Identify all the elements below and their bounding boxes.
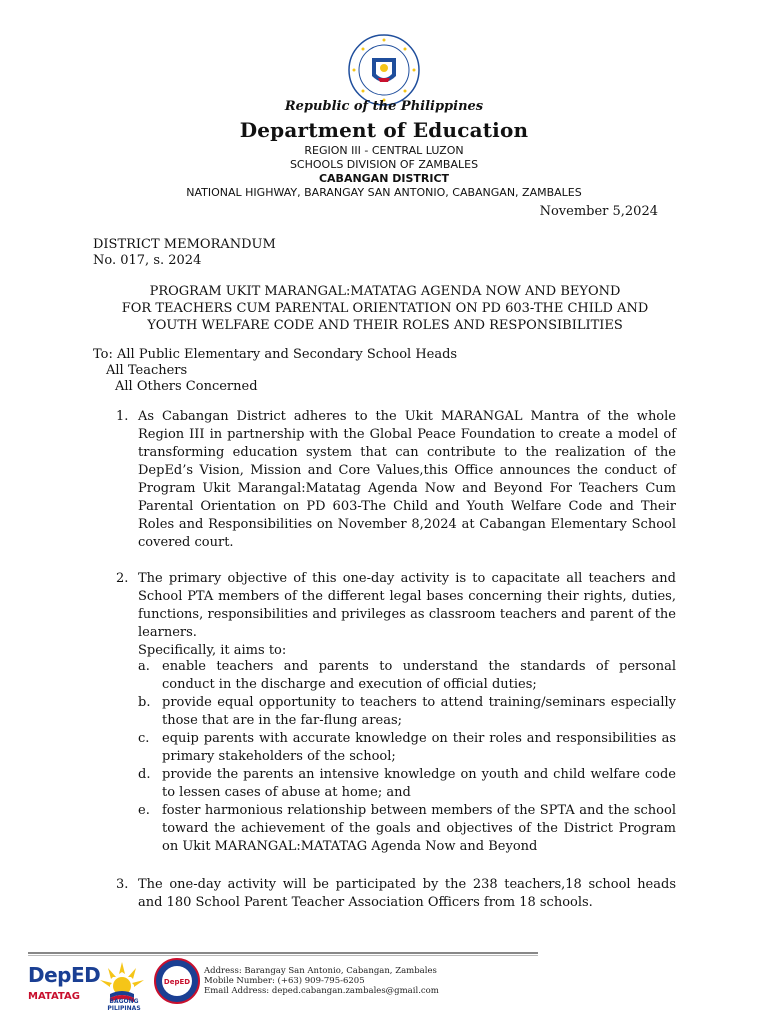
memo-number: No. 017, s. 2024 — [93, 253, 202, 268]
region-line: REGION III - CENTRAL LUZON — [304, 144, 464, 157]
footer-contact-info — [204, 966, 439, 996]
footer-divider — [28, 955, 538, 956]
paragraph-text: As Cabangan District adheres to the Ukit MARANGAL Mantra of the whole Region III in partnership with the Global Peace Foundation to create a model of transforming education system that can contribute to the realization of the DepEd’s Vision, Mission and Core Values,this Office announces the conduct of Program Ukit Marangal:Matatag Agenda Now and Beyond For Teachers Cum Parental Orientation on PD 603-The Child and Youth Welfare Code and Their Roles and Responsibilities on November 8,2024 at Cabangan Elementary School covered court. — [138, 409, 676, 550]
republic-heading: Republic of the Philippines — [284, 99, 484, 114]
district-seal-text: DepED — [163, 978, 191, 986]
list-item — [138, 766, 676, 802]
department-heading: Department of Education — [239, 118, 529, 142]
list-item-letter: a. — [138, 659, 150, 674]
memo-title — [100, 283, 670, 334]
footer-mobile: Mobile Number: (+63) 909-795-6205 — [204, 976, 365, 986]
deped-seal-logo — [348, 34, 420, 106]
list-item-letter: e. — [138, 803, 150, 818]
paragraph-text: The primary objective of this one-day activity is to capacitate all teachers and School PTA members of the different legal bases concerning their rights, duties, functions, responsibilities and privileges as classroom teachers and parent of the learners. — [138, 571, 676, 640]
footer-email: Email Address: deped.cabangan.zambales@gmail.com — [204, 986, 439, 996]
list-item-text: provide the parents an intensive knowledge on youth and child welfare code to lessen cases of abuse at home; and — [162, 767, 676, 800]
paragraph-number: 3. — [116, 877, 129, 892]
list-item-letter: c. — [138, 731, 150, 746]
paragraph-1 — [116, 408, 676, 552]
recipients-line: All Others Concerned — [115, 379, 258, 394]
district-seal-logo — [154, 958, 200, 1004]
paragraph-lead: Specifically, it aims to: — [138, 643, 287, 658]
paragraph-text: The one-day activity will be participated by the 238 teachers,18 school heads and 180 School Parent Teacher Association Officers from 18 schools. — [138, 877, 676, 910]
recipients-line: All Teachers — [106, 363, 188, 378]
list-item — [138, 694, 676, 730]
deped-wordmark: DepED — [28, 963, 101, 987]
list-item — [138, 658, 676, 694]
aims-list — [138, 658, 676, 856]
list-item-letter: b. — [138, 695, 151, 710]
list-item-text: provide equal opportunity to teachers to attend training/seminars especially those that are in the far-flung areas; — [162, 695, 676, 728]
recipients-line: To: All Public Elementary and Secondary School Heads — [93, 347, 458, 362]
matatag-wordmark: MATATAG — [28, 991, 80, 1002]
memo-date: November 5,2024 — [539, 204, 658, 219]
footer-address: Address: Barangay San Antonio, Cabangan, Zambales — [204, 966, 437, 976]
paragraph-number: 1. — [116, 409, 129, 424]
list-item-text: foster harmonious relationship between members of the SPTA and the school toward the achievement of the goals and objectives of the District Program on Ukit MARANGAL:MATATAG Agenda Now and Beyond — [162, 803, 676, 854]
memo-title-line: YOUTH WELFARE CODE AND THEIR ROLES AND RESPONSIBILITIES — [147, 318, 623, 333]
memo-type: DISTRICT MEMORANDUM — [93, 237, 276, 252]
footer-divider — [28, 952, 538, 954]
paragraph-number: 2. — [116, 571, 129, 586]
paragraph-3 — [116, 876, 676, 912]
memo-title-line: PROGRAM UKIT MARANGAL:MATATAG AGENDA NOW AND BEYOND — [149, 284, 621, 299]
bagong-pilipinas-label: BAGONG PILIPINAS — [107, 998, 141, 1012]
list-item-letter: d. — [138, 767, 151, 782]
paragraph-2 — [116, 570, 676, 660]
division-line: SCHOOLS DIVISION OF ZAMBALES — [289, 158, 479, 171]
district-line: CABANGAN DISTRICT — [318, 172, 450, 185]
list-item — [138, 730, 676, 766]
list-item — [138, 802, 676, 856]
list-item-text: equip parents with accurate knowledge on their roles and responsibilities as primary stakeholders of the school; — [162, 731, 676, 764]
office-address-line: NATIONAL HIGHWAY, BARANGAY SAN ANTONIO, CABANGAN, ZAMBALES — [186, 186, 582, 199]
memo-title-line: FOR TEACHERS CUM PARENTAL ORIENTATION ON PD 603-THE CHILD AND — [121, 301, 649, 316]
list-item-text: enable teachers and parents to understand the standards of personal conduct in the discharge and execution of official duties; — [162, 659, 676, 692]
deped-matatag-logo — [28, 963, 101, 1002]
